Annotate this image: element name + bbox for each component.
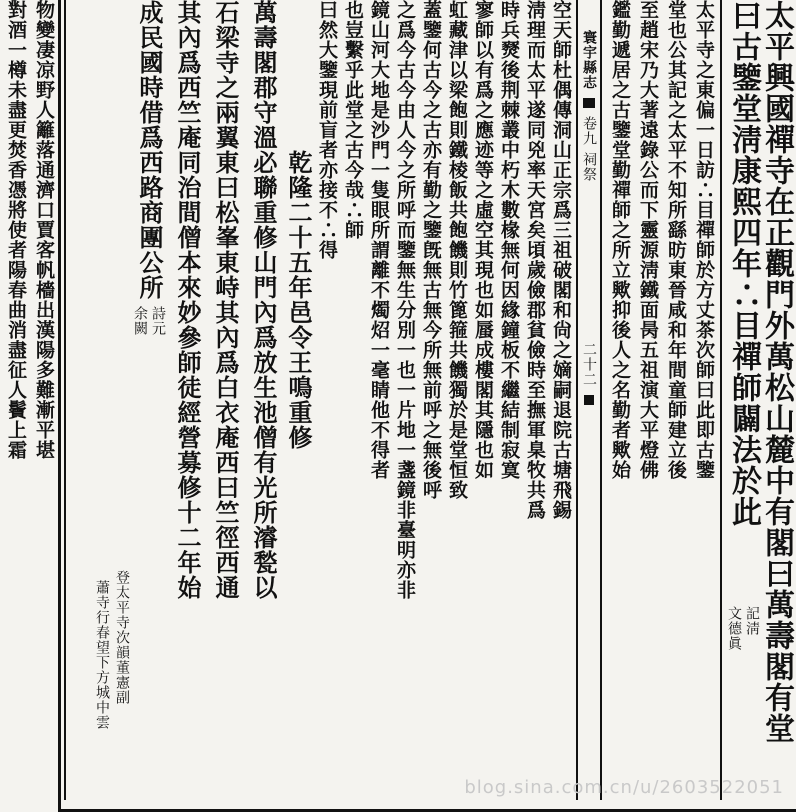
note-line: 文德眞 [726, 606, 742, 651]
column-text: 太平興國禪寺在正觀門外萬松山麓中有閣曰萬壽閣有堂 [759, 0, 794, 744]
column-21 [132, 0, 166, 336]
column-text: 萬壽閣郡守溫必聯重修山門內爲放生池僧有光所濬甃以 [249, 0, 278, 600]
column-10 [470, 0, 496, 770]
margin-title: 寰宇縣志 [581, 30, 597, 90]
column-text: 也豈繫乎此堂之古今哉∴師 [342, 0, 364, 240]
column-24 [2, 0, 30, 790]
column-text: 曰然大鑒現前盲者亦接不∴得 [316, 0, 338, 260]
column-text: 其內爲西竺庵同治間僧本來妙參師徒經營募修十二年始 [173, 0, 202, 600]
column-9 [496, 0, 522, 770]
column-text: 鑑勤遞居之古鑒堂勤禪師之所立歟抑後人之名勤者歟始 [609, 0, 631, 480]
margin-volume: 卷九 [581, 116, 597, 146]
column-7 [548, 0, 574, 770]
column-14 [366, 0, 392, 770]
column-4 [662, 0, 690, 760]
fish-tail-mark [583, 98, 595, 108]
fish-tail-mark [584, 395, 594, 405]
column-6 [606, 0, 634, 760]
left-edge-rule [64, 0, 66, 800]
margin-rule-left [576, 0, 578, 800]
column-text: 淸理而太平遂同兇率天宮矣頃歲儉郡貧儉時至撫軍臬牧共爲 [524, 0, 546, 520]
column-16 [314, 0, 340, 260]
column-text: 物變凄凉野人籬落通濟口賈客帆檣出漢陽多難漸平堪 [33, 0, 55, 460]
poem-title: 登太平寺次韻董憲副 [114, 570, 130, 705]
column-text: 空天師杜偶傳洞山正宗爲三祖破閣和尙之嫡嗣退院古塘飛錫 [550, 0, 572, 520]
poem-line: 蕭寺行春望下方城中雲 [94, 580, 110, 730]
column-15 [340, 0, 366, 240]
column-8 [522, 0, 548, 770]
inline-note [131, 306, 167, 336]
column-text: 鏡山河大地是沙門一隻眼所謂離不燭炤一毫睛他不得者 [368, 0, 390, 480]
column-text: 曰古鑒堂淸康熙四年∴目禪師闢法於此 [726, 0, 761, 527]
paired-lines [692, 0, 716, 760]
note-line: 詩元 [150, 306, 166, 336]
column-12 [418, 0, 444, 770]
column-text: 成民國時借爲西路商團公所 [135, 0, 164, 300]
note-line: 記淸 [744, 606, 760, 636]
note-line: 余闕 [132, 306, 148, 336]
column-5 [634, 0, 662, 760]
column-23 [30, 0, 58, 790]
column-11 [444, 0, 470, 770]
watermark: blog.sina.com.cn/u/2603522051 [464, 777, 784, 798]
column-3 [690, 0, 718, 760]
column-13 [392, 0, 418, 770]
center-margin [578, 0, 600, 405]
inline-note [725, 606, 761, 651]
column-text: 堂也公其記之太平不知所繇昉東晉咸和年間童師建立後 [665, 0, 687, 480]
column-text: 太平寺之東偏一日訪∴目禪師於方丈茶次師曰此即古鑒 [693, 0, 715, 480]
column-rule [720, 0, 722, 800]
column-1 [758, 0, 794, 744]
column-text: 虹藏津以梁飽則鐵棱飯共飽饑則竹篦箍共饑獨於是堂恒致 [446, 0, 468, 500]
column-19 [208, 0, 242, 790]
column-text: 至趙宋乃大著遠錄公而下靈源淸鐵面昺五祖演大平燈佛 [637, 0, 659, 480]
column-text: 之爲今古今由人今之所呼而鑒無生分別一也一片地一盞鏡非臺明亦非 [394, 0, 416, 600]
column-18 [246, 0, 280, 790]
column-2 [726, 0, 760, 651]
column-22a [112, 0, 132, 705]
column-text: 乾隆二十五年邑令王鳴重修 [284, 150, 313, 450]
column-20 [170, 0, 204, 790]
margin-page-number: 二十二 [581, 342, 597, 387]
column-text: 時兵燹後荆棘叢中朽木數椽無何因緣鐘板不繼結制寂寞 [498, 0, 520, 480]
column-text: 對酒一樽未盡更焚香憑將使者陽春曲消盡征人鬢上霜 [5, 0, 27, 460]
column-text: 蓋鑒何古今之古亦有勤之鑒旣無古無今所無前呼之無後呼 [420, 0, 442, 500]
margin-rule-right [600, 0, 602, 800]
column-22b [92, 0, 112, 730]
column-text: 石梁寺之兩翼東曰松峯東峙其內爲白衣庵西曰竺徑西通 [211, 0, 240, 600]
margin-section: 祠祭 [581, 152, 597, 182]
column-17 [282, 0, 314, 450]
column-text: 寥師以有爲之應迹等之虛空其現也如蜃成樓閣其隱也如 [472, 0, 494, 480]
